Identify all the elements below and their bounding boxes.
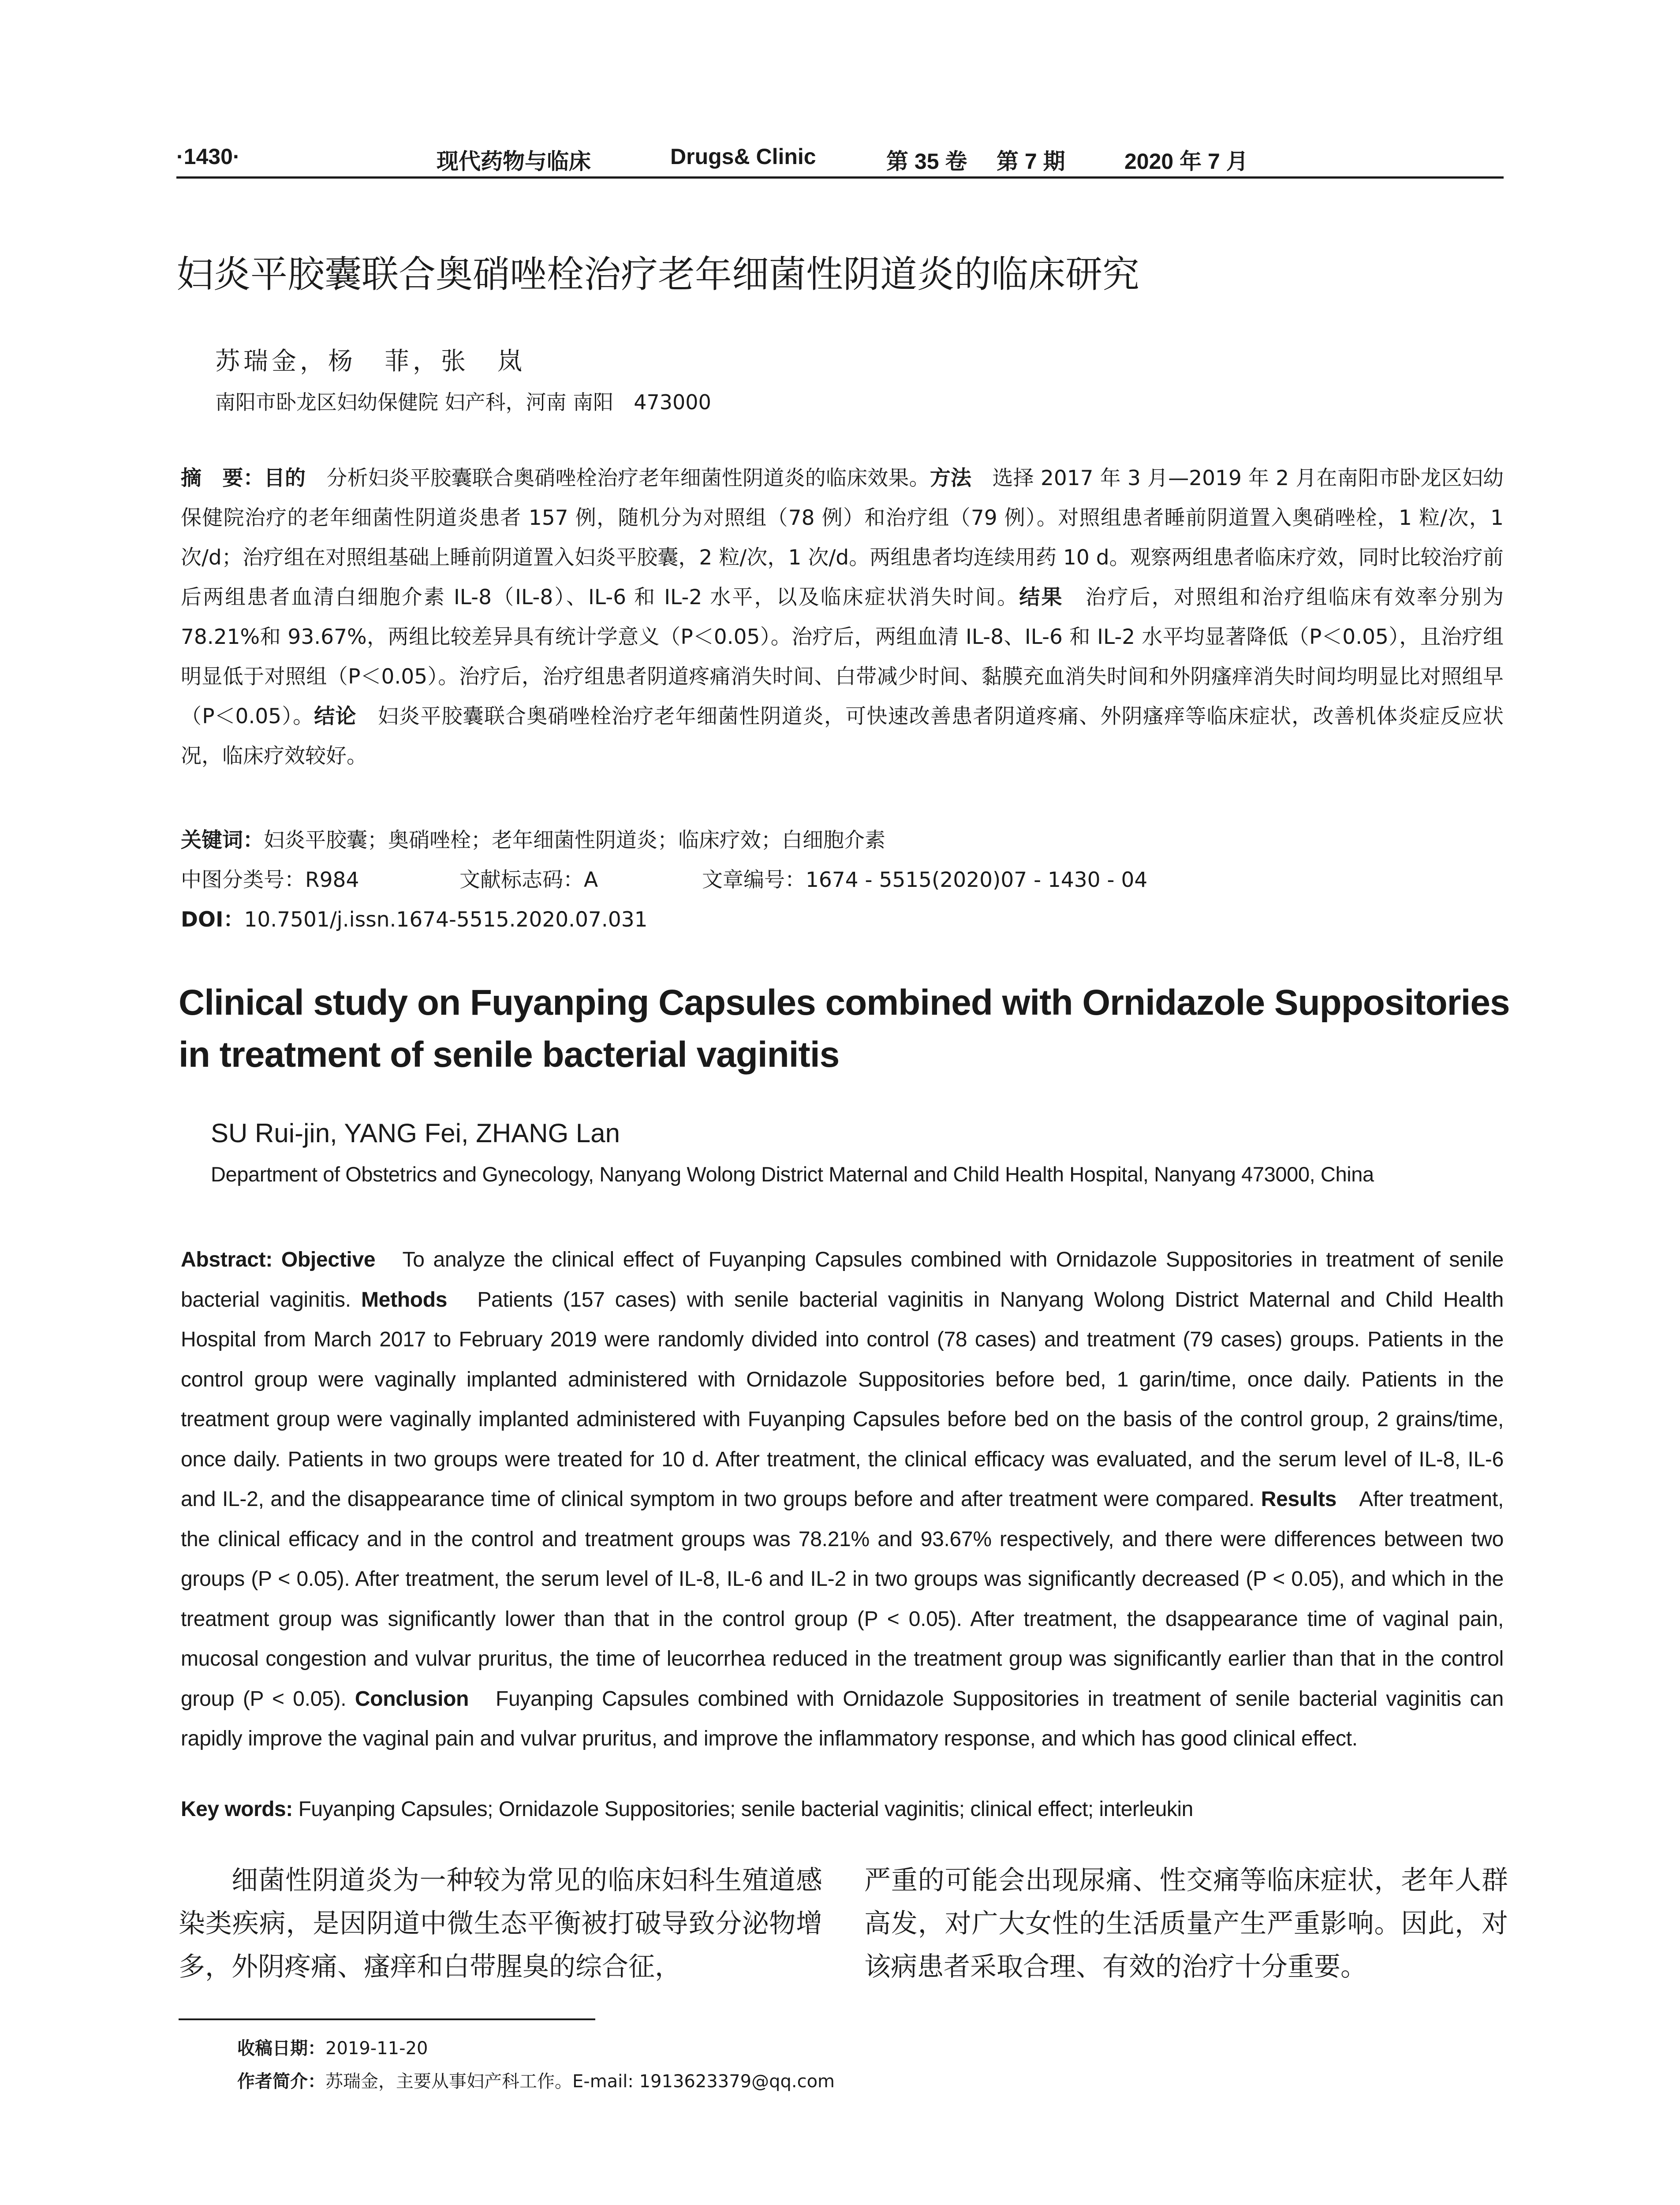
cn-objective-label: 目的 [264, 466, 306, 490]
clc-label: 中图分类号： [181, 868, 305, 892]
issue: 第 7 期 [997, 149, 1065, 174]
cn-abstract-label: 摘 要： [181, 466, 264, 490]
en-keywords-label: Key words: [181, 1798, 293, 1821]
cn-conclusion-label: 结论 [314, 704, 357, 729]
cn-conclusion-text: 妇炎平胶囊联合奥硝唑栓治疗老年细菌性阴道炎，可快速改善患者阴道疼痛、外阴瘙痒等临床症状，改善机体炎症反应状况，临床疗效较好。 [181, 704, 1504, 768]
classification-line [181, 863, 1504, 890]
doi-label: DOI： [181, 908, 244, 932]
cn-methods-text: 选择 2017 年 3 月—2019 年 2 月在南阳市卧龙区妇幼保健院治疗的老年细菌性阴道炎患者 157 例，随机分为对照组（78 例）和治疗组（79 例）。对照组患者睡前阴道置入奥硝唑栓，1 粒/次，1 次/d；治疗组在对照组基础上睡前阴道置入妇炎平胶囊，2 粒/次，1 次/d。两组患者均连续用药 10 d。观察两组患者临床疗效，同时比较治疗前后两组患者血清白细胞介素 IL-8（IL-8）、IL-6 和 IL-2 水平，以及临床症状消失时间。 [181, 466, 1504, 609]
en-conclusion-label: Conclusion [355, 1687, 469, 1711]
chinese-keywords [181, 824, 885, 853]
received-label: 收稿日期： [237, 2038, 325, 2059]
en-objective-label: Objective [281, 1248, 376, 1271]
clc-value: R984 [305, 868, 359, 892]
footnote-received [237, 2034, 428, 2059]
english-keywords [181, 1797, 1504, 1821]
author-bio-label: 作者简介： [237, 2071, 325, 2092]
chinese-abstract [181, 459, 1504, 776]
chinese-authors: 苏瑞金，杨 菲，张 岚 [215, 347, 526, 376]
en-keywords-text: Fuyanping Capsules; Ornidazole Suppositories; senile bacterial vaginitis; clinical effect; interleukin [292, 1798, 1193, 1821]
author-bio: 苏瑞金，主要从事妇产科工作。E-mail: 1913623379@qq.com [325, 2071, 835, 2092]
body-column-left: 细菌性阴道炎为一种较为常见的临床妇科生殖道感染类疾病，是因阴道中微生态平衡被打破导致分泌物增多，外阴疼痛、瘙痒和白带腥臭的综合征， [179, 1865, 822, 1982]
english-authors: SU Rui-jin, YANG Fei, ZHANG Lan [211, 1118, 620, 1148]
doc-code-label: 文献标志码： [459, 868, 584, 892]
cn-objective-text: 分析妇炎平胶囊联合奥硝唑栓治疗老年细菌性阴道炎的临床效果。 [306, 466, 930, 490]
english-affiliation: Department of Obstetrics and Gynecology, Nanyang Wolong District Maternal and Child Health Hospital, Nanyang 473000, China [211, 1162, 1374, 1186]
article-no-value: 1674 - 5515(2020)07 - 1430 - 04 [806, 868, 1148, 892]
body-column-right: 严重的可能会出现尿痛、性交痛等临床症状，老年人群高发，对广大女性的生活质量产生严重影响。因此，对该病患者采取合理、有效的治疗十分重要。 [864, 1865, 1508, 1982]
en-results-text: After treatment, the clinical efficacy and in the control and treatment groups was 78.21% and 93.67% respectively, and there were differences between two groups (P < 0.05). After treatment, the serum level of IL-8, IL-6 and IL-2 in two groups was significantly decreased (P < 0.05), and which in the treatment group was significantly lower than that in the control group (P < 0.05). After treatment, the dsappearance time of vaginal pain, mucosal congestion and vulvar pruritus, the time of leucorrhea reduced in the treatment group was significantly earlier than that in the control group (P < 0.05). [181, 1487, 1504, 1711]
en-methods-text: Patients (157 cases) with senile bacterial vaginitis in Nanyang Wolong District Maternal and Child Health Hospital from March 2017 to February 2019 were randomly divided into control (78 cases) and treatment (79 cases) groups. Patients in the control group were vaginally implanted administered with Ornidazole Suppositories before bed, 1 garin/time, once daily. Patients in the treatment group were vaginally implanted administered with Fuyanping Capsules before bed on the basis of the control group, 2 grains/time, once daily. Patients in two groups were treated for 10 d. After treatment, the clinical efficacy was evaluated, and the serum level of IL-8, IL-6 and IL-2, and the disappearance time of clinical symptom in two groups before and after treatment were compared. [181, 1288, 1504, 1511]
volume: 第 35 卷 [886, 149, 967, 174]
english-title: Clinical study on Fuyanping Capsules combined with Ornidazole Suppositories in treatment of senile bacterial vaginitis [179, 983, 1510, 1075]
issue-date: 2020 年 7 月 [1124, 149, 1248, 174]
chinese-affiliation: 南阳市卧龙区妇幼保健院 妇产科，河南 南阳 473000 [215, 390, 711, 414]
doi-value: 10.7501/j.issn.1674-5515.2020.07.031 [244, 908, 648, 932]
footnote-author [237, 2067, 835, 2093]
en-abstract-label: Abstract: [181, 1248, 273, 1271]
en-objective-text: To analyze the clinical effect of Fuyanping Capsules combined with Ornidazole Suppositories in treatment of senile bacterial vaginitis. [181, 1248, 1504, 1312]
journal-name-cn: 现代药物与临床 [437, 148, 591, 174]
received-date: 2019-11-20 [325, 2038, 428, 2059]
cn-results-text: 治疗后，对照组和治疗组临床有效率分别为 78.21%和 93.67%，两组比较差异具有统计学意义（P＜0.05）。治疗后，两组血清 IL-8、IL-6 和 IL-2 水平均显著降低（P＜0.05），且治疗组明显低于对照组（P＜0.05）。治疗后，治疗组患者阴道疼痛消失时间、白带减少时间、黏膜充血消失时间和外阴瘙痒消失时间均明显比对照组早（P＜0.05）。 [181, 585, 1504, 729]
article-no-label: 文章编号： [702, 868, 806, 892]
journal-name-en: Drugs& Clinic [670, 144, 816, 169]
running-header [176, 140, 1504, 176]
page-number: ·1430· [176, 144, 240, 169]
cn-keywords-label: 关键词： [181, 828, 264, 852]
cn-methods-label: 方法 [930, 466, 972, 490]
en-conclusion-text: Fuyanping Capsules combined with Ornidazole Suppositories in treatment of senile bacterial vaginitis can rapidly improve the vaginal pain and vulvar pruritus, and improve the inflammatory response, and which has good clinical effect. [181, 1687, 1504, 1750]
chinese-title: 妇炎平胶囊联合奥硝唑栓治疗老年细菌性阴道炎的临床研究 [176, 253, 1140, 296]
header-rule [176, 176, 1504, 179]
doi-line [181, 903, 648, 933]
doc-code-value: A [584, 868, 598, 892]
cn-results-label: 结果 [1019, 585, 1064, 609]
en-methods-label: Methods [361, 1288, 448, 1312]
english-abstract [181, 1240, 1504, 1759]
cn-keywords-text: 妇炎平胶囊；奥硝唑栓；老年细菌性阴道炎；临床疗效；白细胞介素 [264, 828, 885, 852]
footnote-rule [179, 2018, 595, 2020]
en-results-label: Results [1261, 1487, 1337, 1511]
